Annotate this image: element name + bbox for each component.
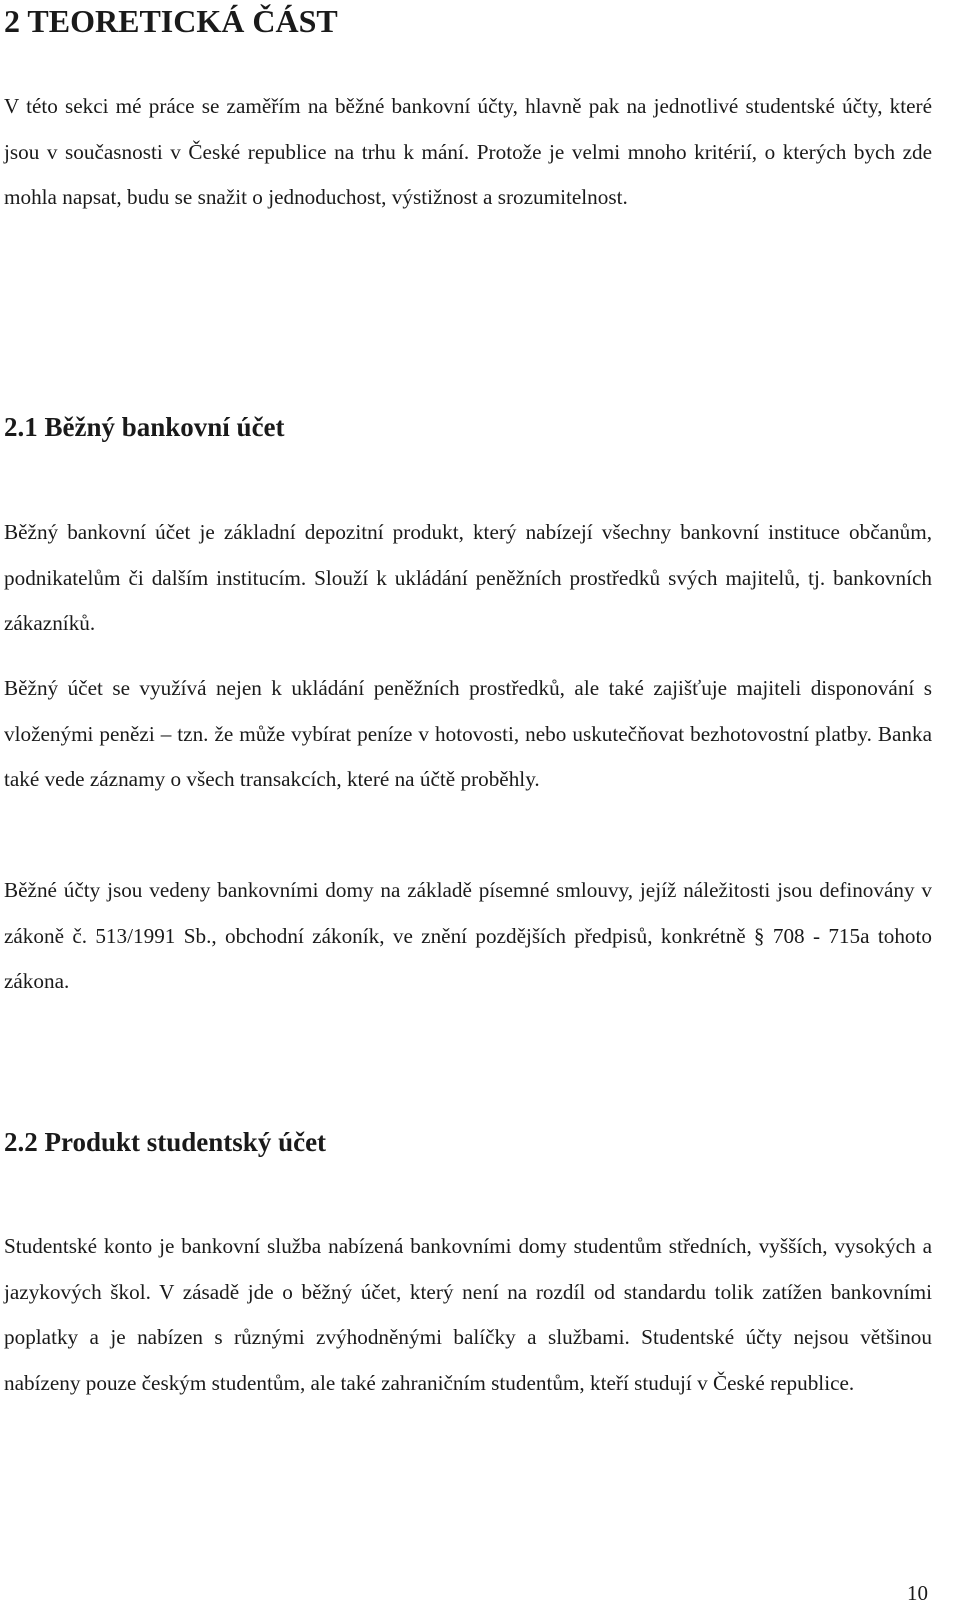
section-2-2-paragraph-1: Studentské konto je bankovní služba nabízená bankovními domy studentům středních, vyšších, vysokých a jazykových škol. V zásadě jde o běžný účet, který není na rozdíl od standardu tolik zatížen bankovními poplatky a je nabízen s různými zvýhodněnými balíčky a službami. Studentské účty nejsou většinou nabízeny pouze českým studentům, ale také zahraničním studentům, kteří studují v České republice. [4, 1234, 932, 1395]
section-2-1-paragraph-2: Běžný účet se využívá nejen k ukládání peněžních prostředků, ale také zajišťuje majiteli disponování s vloženými penězi – tzn. že může vybírat peníze v hotovosti, nebo uskutečňovat bezhotovostní platby. Banka také vede záznamy o všech transakcích, které na účtě proběhly. [4, 676, 932, 791]
chapter-heading: 2 TEORETICKÁ ČÁST [4, 3, 338, 39]
page-number: 10 [907, 1581, 928, 1605]
section-heading-2-1: 2.1 Běžný bankovní účet [4, 412, 285, 442]
section-heading-2-2: 2.2 Produkt studentský účet [4, 1127, 327, 1157]
section-2-1-paragraph-3: Běžné účty jsou vedeny bankovními domy na základě písemné smlouvy, jejíž náležitosti jsou definovány v zákoně č. 513/1991 Sb., obchodní zákoník, ve znění pozdějších předpisů, konkrétně § 708 - 715a tohoto zákona. [4, 878, 932, 993]
section-2-1-paragraph-1: Běžný bankovní účet je základní depozitní produkt, který nabízejí všechny bankovní instituce občanům, podnikatelům či dalším institucím. Slouží k ukládání peněžních prostředků svých majitelů, tj. bankovních zákazníků. [4, 520, 932, 635]
intro-paragraph: V této sekci mé práce se zaměřím na běžné bankovní účty, hlavně pak na jednotlivé studentské účty, které jsou v současnosti v České republice na trhu k mání. Protože je velmi mnoho kritérií, o kterých bych zde mohla napsat, budu se snažit o jednoduchost, výstižnost a srozumitelnost. [4, 94, 932, 209]
